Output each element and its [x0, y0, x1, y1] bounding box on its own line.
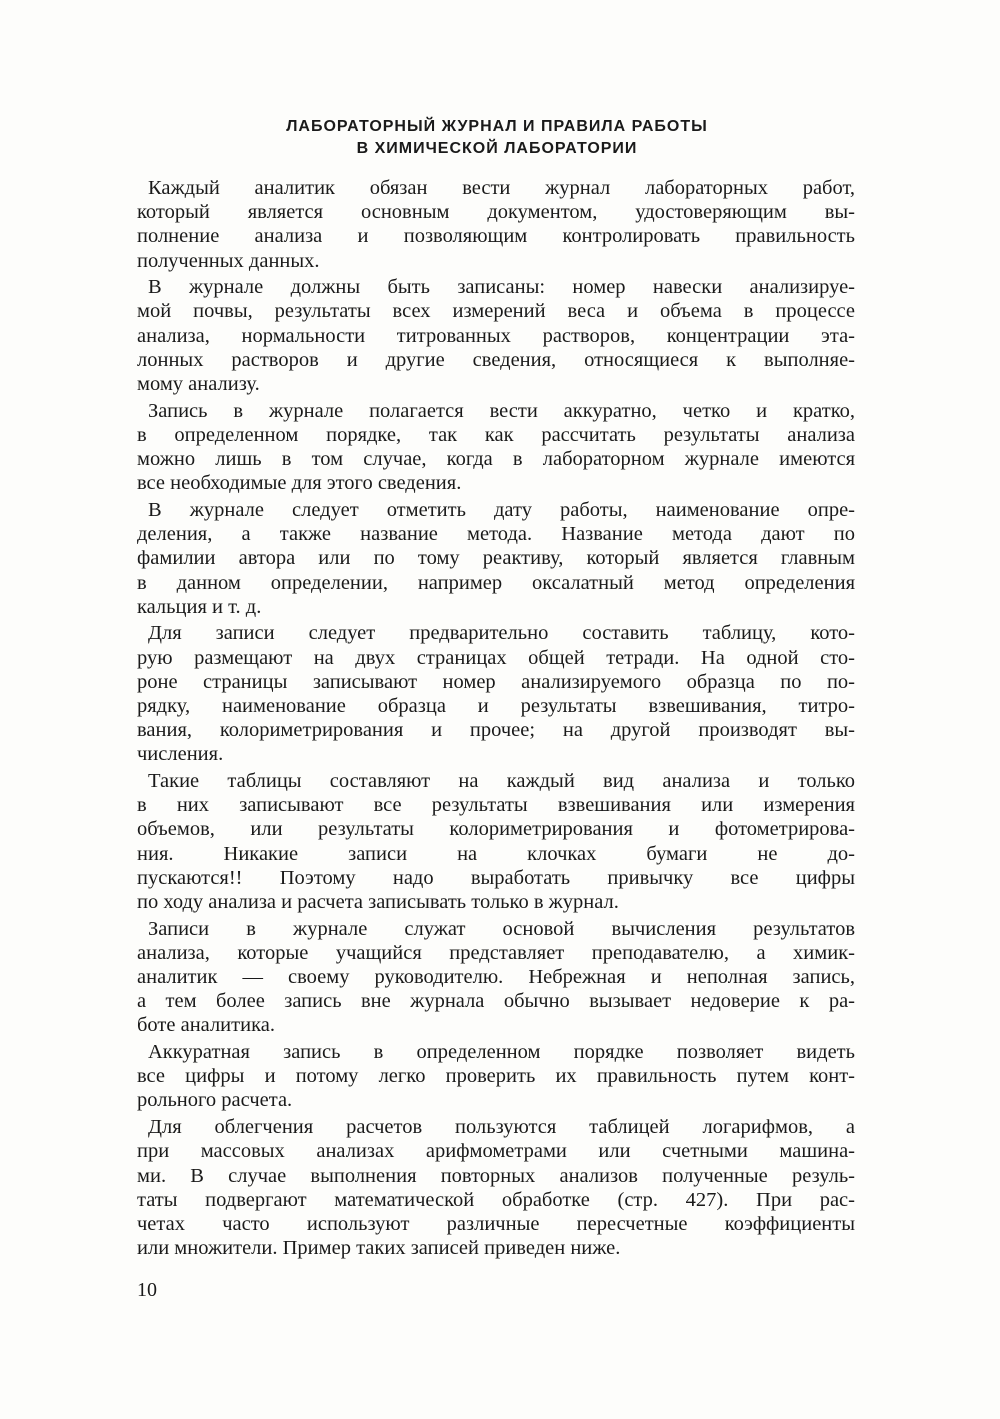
text-line: таты подвергают математической обработке (стр. 427). При рас-: [137, 1188, 855, 1211]
paragraph: [137, 1115, 855, 1260]
paragraph: [137, 399, 855, 496]
paragraph: [137, 621, 855, 766]
text-line: Каждый аналитик обязан вести журнал лабораторных работ,: [148, 177, 855, 199]
text-line: все необходимые для этого сведения.: [137, 472, 462, 495]
text-line: пускаются!! Поэтому надо выработать привычку все цифры: [137, 866, 855, 889]
text-line: объемов, или результаты колориметрирования и фотометрирова-: [137, 818, 855, 841]
page-title: [137, 116, 857, 160]
body-text: [137, 176, 855, 1263]
paragraph: [137, 498, 855, 619]
text-line: числения.: [137, 743, 224, 766]
text-line: вания, колориметрирования и прочее; на другой производят вы-: [137, 719, 855, 742]
text-line: мому анализу.: [137, 373, 260, 395]
text-line: а тем более запись вне журнала обычно вызывает недоверие к ра-: [137, 990, 855, 1013]
text-line: Такие таблицы составляют на каждый вид анализа и только: [148, 770, 855, 792]
text-line: рольного расчета.: [137, 1089, 293, 1112]
text-line: кальция и т. д.: [137, 595, 262, 618]
text-line: четах часто используют различные пересчетные коэффициенты: [137, 1212, 855, 1235]
paragraph: [137, 1040, 855, 1113]
text-line: роне страницы записывают номер анализируемого образца по по-: [137, 670, 855, 693]
text-line: лонных растворов и другие сведения, относящиеся к выполняе-: [137, 348, 855, 371]
text-line: полученных данных.: [137, 249, 320, 272]
text-line: анализа, нормальности титрованных растворов, концентрации эта-: [137, 324, 855, 347]
text-line: полнение анализа и позволяющим контролировать правильность: [137, 225, 855, 248]
text-line: ния. Никакие записи на клочках бумаги не до-: [137, 842, 855, 865]
paragraph: [137, 176, 855, 273]
text-line: в них записывают все результаты взвешивания или измерения: [137, 794, 855, 817]
text-line: аналитик — своему руководителю. Небрежная и неполная запись,: [137, 966, 855, 988]
text-line: в данном определении, например оксалатный метод определения: [137, 571, 855, 594]
text-line: рядку, наименование образца и результаты взвешивания, титро-: [137, 694, 855, 717]
text-line: Для облегчения расчетов пользуются таблицей логарифмов, а: [148, 1116, 855, 1139]
text-line: можно лишь в том случае, когда в лабораторном журнале имеются: [137, 448, 855, 471]
text-line: В журнале следует отметить дату работы, наименование опре-: [148, 498, 855, 521]
text-line: Аккуратная запись в определенном порядке позволяет видеть: [148, 1041, 855, 1064]
text-line: боте аналитика.: [137, 1014, 275, 1037]
text-line: Запись в журнале полагается вести аккуратно, четко и кратко,: [148, 399, 855, 422]
paragraph: [137, 275, 855, 396]
text-line: по ходу анализа и расчета записывать только в журнал.: [137, 890, 619, 913]
text-line: ми. В случае выполнения повторных анализов полученные резуль-: [137, 1164, 855, 1187]
text-line: В журнале должны быть записаны: номер навески анализируе-: [148, 276, 855, 299]
title-line: ЛАБОРАТОРНЫЙ ЖУРНАЛ И ПРАВИЛА РАБОТЫ: [286, 118, 708, 135]
text-line: который является основным документом, удостоверяющим вы-: [137, 201, 855, 224]
text-line: или множители. Пример таких записей приведен ниже.: [137, 1237, 621, 1260]
text-line: Для записи следует предварительно составить таблицу, кото-: [148, 622, 855, 645]
title-line: В ХИМИЧЕСКОЙ ЛАБОРАТОРИИ: [356, 140, 638, 157]
text-line: при массовых анализах арифмометрами или счетными машина-: [137, 1140, 855, 1163]
page-number: 10: [137, 1279, 157, 1301]
text-line: в определенном порядке, так как рассчитать результаты анализа: [137, 423, 855, 446]
text-line: мой почвы, результаты всех измерений веса и объема в процессе: [137, 300, 855, 323]
text-line: рую размещают на двух страницах общей тетради. На одной сто-: [137, 646, 855, 669]
paragraph: [137, 917, 855, 1038]
paragraph: [137, 769, 855, 914]
text-line: все цифры и потому легко проверить их правильность путем конт-: [137, 1065, 855, 1088]
text-line: деления, а также название метода. Название метода дают по: [137, 523, 855, 546]
text-line: Записи в журнале служат основой вычисления результатов: [148, 917, 855, 940]
text-line: фамилии автора или по тому реактиву, который является главным: [137, 547, 855, 570]
text-line: анализа, которые учащийся представляет преподавателю, а химик-: [137, 941, 855, 964]
